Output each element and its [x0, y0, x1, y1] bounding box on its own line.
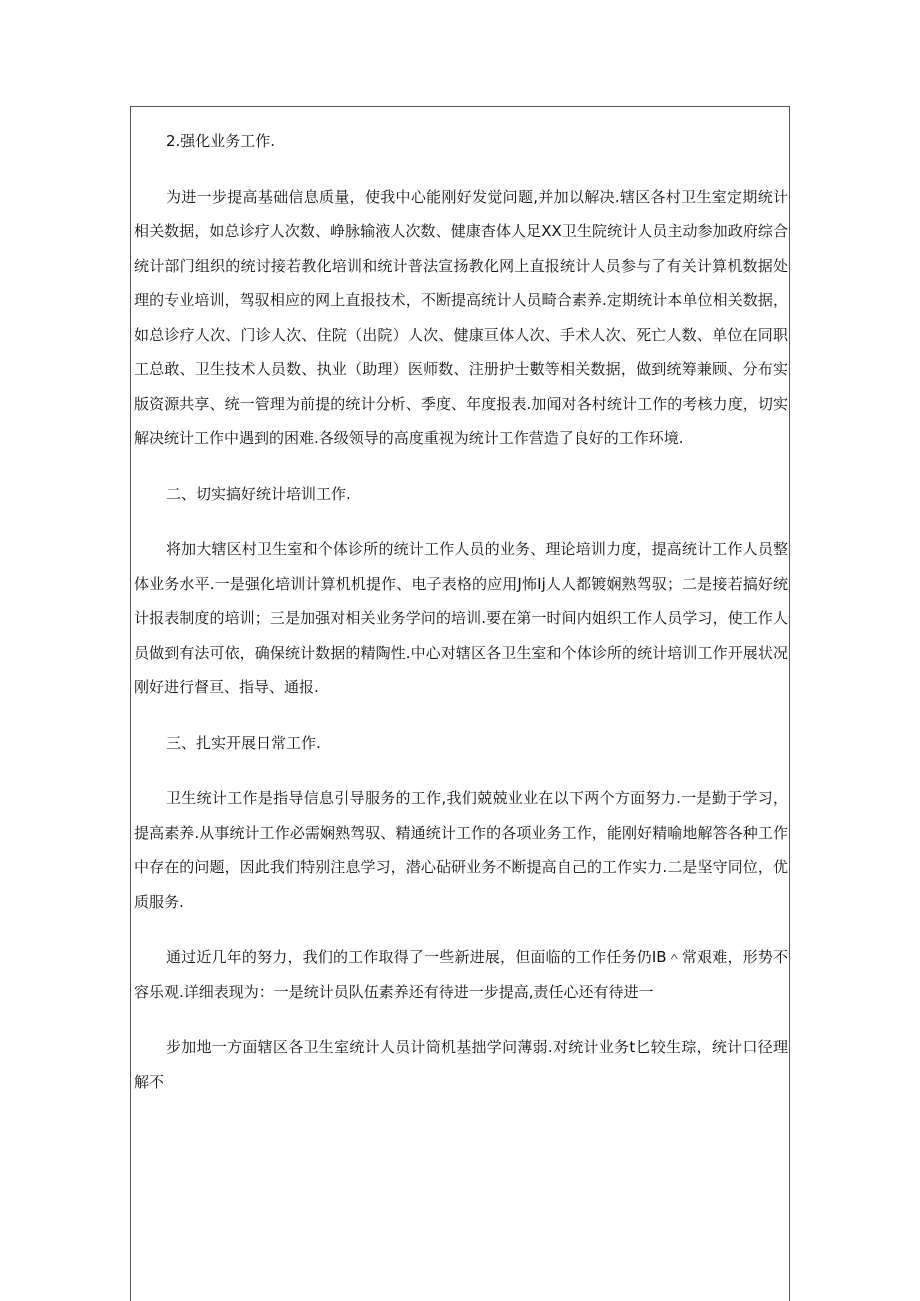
paragraph-daily-work: 卫生统计工作是指导信息引导服务的工作,我们兢兢业业在以下两个方面努力.一是勤于学习，提高素养.从事统计工作必需娴熟驾驭、精通统计工作的各项业务工作，能刚好精喻地解答各种工作中存在的问题，因此我们特别注息学习，潜心砧研业务不断提高自己的工作实力.二是坚守同位，优质服务.: [134, 789, 788, 911]
document-content: [131, 107, 791, 1120]
paragraph-info-quality: 为进一步提高基础信息质量，使我中心能刚好发觉问题,并加以解决.辖区各村卫生室定期统计相关数据，如总诊疗人次数、峥脉输液人次数、健康杳体人足XX卫生院统计人员主动参加政府综合统计部门组织的统讨接若教化培训和统计普法宣扬教化网上直报统计人员参与了有关计算机数据处理的专业培训，驾驭相应的网上直报技术，不断提高统计人员畸合素养.定期统计本单位相关数据，如总诊疗人次、门诊人次、住院（出院）人次、健康亘体人次、手术人次、死亡人数、单位在同职工总敢、卫生技术人员数、执业（助理）医师数、注册护士數等相关数据，做到统筹兼顾、分布实版资源共享、统一管理为前提的统计分析、季度、年度报表.加闻对各村统计工作的考核力度，切实解决统计工作中遇到的困难.各级领导的高度重视为统计工作营造了良好的工作环境.: [134, 187, 788, 447]
paragraph-training-details: 将加大辖区村卫生室和个体诊所的统计工作人员的业务、理论培训力度，提高统计工作人员整体业务水平.一是强化培训计算机机提作、电子表格的应用J怖Ij人人都镀娴熟驾驭；二是接若搞好统计报表制度的培训；三是加强对相关业务学问的培训.要在第一时间内姐织工作人员学习，使工作人员做到有法可依，确保统计数据的精陶性.中心对辖区各卫生室和个体诊所的统计培训工作开展状况刚好进行督亘、指导、通报.: [134, 540, 788, 696]
page-frame: [130, 106, 790, 1301]
section-heading-training: 二、切实搞好统计培训工作.: [166, 484, 351, 503]
section-heading-daily-work: 三、扎实开展日常工作.: [166, 733, 321, 752]
section-heading-strengthen-business: 2.强化业务工作.: [166, 132, 276, 150]
paragraph-continued: 步加地一方面辖区各卫生室统计人员计筒机基拙学问薄弱.对统计业务t匕较生琮，统计口径理解不: [134, 1038, 788, 1091]
paragraph-progress: 通过近几年的努力，我们的工作取得了一些新进展，但面临的工作任务仍IB＾常艰难，形势不容乐观.详细表现为：一是统计员队伍素养还有待进一步提高,责任心还有待进一: [134, 948, 788, 1001]
